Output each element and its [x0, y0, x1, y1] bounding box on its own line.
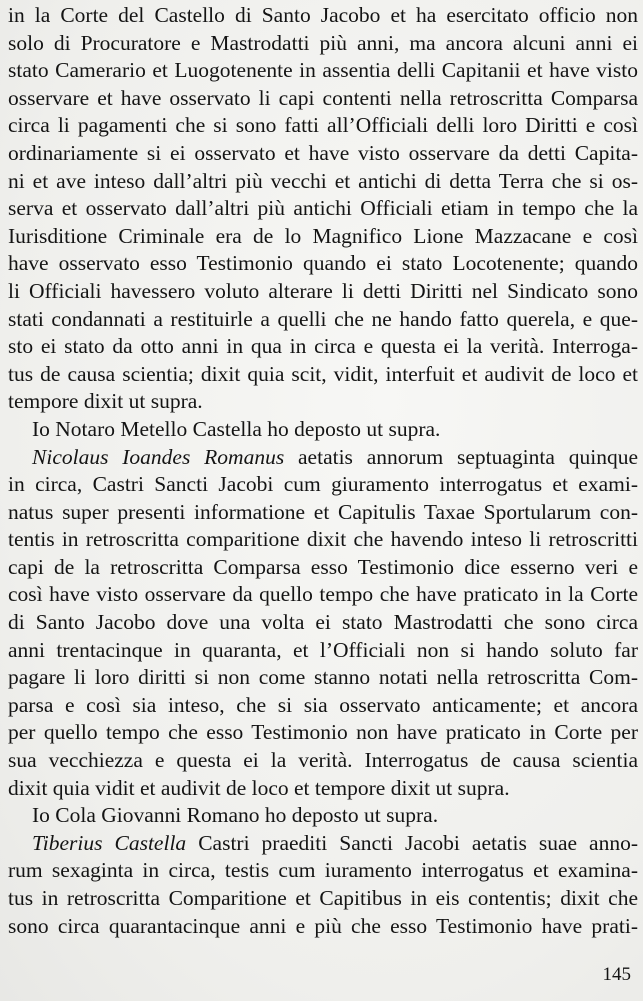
text-line: così have visto osservare da quello tempo che have praticato in la Corte — [8, 582, 638, 607]
text-line: sono circa quarantacinque anni e più che esso Testimonio have prati- — [8, 913, 638, 938]
text-line: rum sexaginta in circa, testis cum iuramento interrogatus et examina- — [8, 858, 638, 883]
text-line: li Officiali havessero voluto alterare li detti Diritti nel Sindicato sono — [8, 278, 638, 303]
text-line: Iurisditione Criminale era de lo Magnifico Lione Mazzacane e così — [8, 223, 638, 248]
text-line: ni et ave inteso dall’altri più vecchi et antichi di detta Terra che si os- — [8, 168, 638, 193]
text-run: Castri praediti Sancti Jacobi aetatis suae anno- — [186, 830, 638, 855]
text-line: capi de la retroscritta Comparsa esso Testimonio dice esserno veri e — [8, 554, 638, 579]
text-line: stati condannati a restituirle a quelli che ne hando fatto querela, e que- — [8, 306, 638, 331]
signature-line: Io Cola Giovanni Romano ho deposto ut supra. — [32, 803, 439, 828]
text-line: have osservato esso Testimonio quando ei stato Locotenente; quando — [8, 251, 638, 276]
text-line: stato Camerario et Luogotenente in assentia delli Capitanii et have visto — [8, 58, 638, 83]
text-line: anni trentacinque in quaranta, et l’Officiali non si hando soluto far — [8, 637, 638, 662]
text-line: tempore dixit ut supra. — [8, 389, 203, 414]
text-line: tus de causa scientia; dixit quia scit, vidit, interfuit et audivit de loco et — [8, 361, 638, 386]
text-line: ordinariamente si ei osservato et have visto osservare da detti Capita- — [8, 140, 638, 165]
text-line: in la Corte del Castello di Santo Jacobo et ha esercitato officio non — [8, 3, 638, 27]
text-line: tus in retroscritta Comparitione et Capitibus in eis contentis; dixit che — [8, 886, 638, 910]
body-text — [8, 2, 638, 940]
witness-name: Nicolaus Ioandes Romanus — [32, 444, 285, 469]
text-line: pagare li loro diritti si non come stanno notati nella retroscritta Com- — [8, 665, 638, 690]
witness-name: Tiberius Castella — [32, 830, 187, 855]
text-line: sto ei stato da otto anni in qua in circa e questa ei la verità. Interroga- — [8, 334, 638, 359]
paragraph-opening — [8, 444, 638, 472]
paragraph-opening — [8, 830, 638, 858]
text-line: dixit quia vidit et audivit de loco et tempore dixit ut supra. — [8, 775, 510, 800]
text-run: aetatis annorum septuaginta quinque — [284, 444, 638, 469]
text-line: natus super presenti informatione et Capitulis Taxae Sportularum con- — [8, 499, 638, 524]
text-line: circa li pagamenti che si sono fatti all’Officiali delli loro Diritti e così — [8, 113, 638, 138]
text-line: parsa e così sia inteso, che si sia osservato anticamente; et ancora — [8, 692, 638, 717]
text-line: osservare et have osservato li capi contenti nella retroscritta Comparsa — [8, 85, 638, 110]
text-line: tentis in retroscritta comparitione dixit che havendo inteso li retroscritti — [8, 527, 638, 552]
text-line: per quello tempo che esso Testimonio non have praticato in Corte per — [8, 720, 638, 745]
text-line: serva et osservato dall’altri più antichi Officiali etiam in tempo che la — [8, 196, 638, 221]
text-line: in circa, Castri Sancti Jacobi cum giuramento interrogatus et exami- — [8, 472, 638, 497]
signature-line: Io Notaro Metello Castella ho deposto ut supra. — [32, 416, 441, 441]
text-line: sua vecchiezza e questa ei la verità. Interrogatus de causa scientia — [8, 748, 638, 773]
text-line: solo di Procuratore e Mastrodatti più anni, ma ancora alcuni anni ei — [8, 30, 638, 55]
page-number: 145 — [602, 964, 631, 985]
text-line: di Santo Jacobo dove una volta ei stato Mastrodatti che sono circa — [8, 610, 638, 635]
